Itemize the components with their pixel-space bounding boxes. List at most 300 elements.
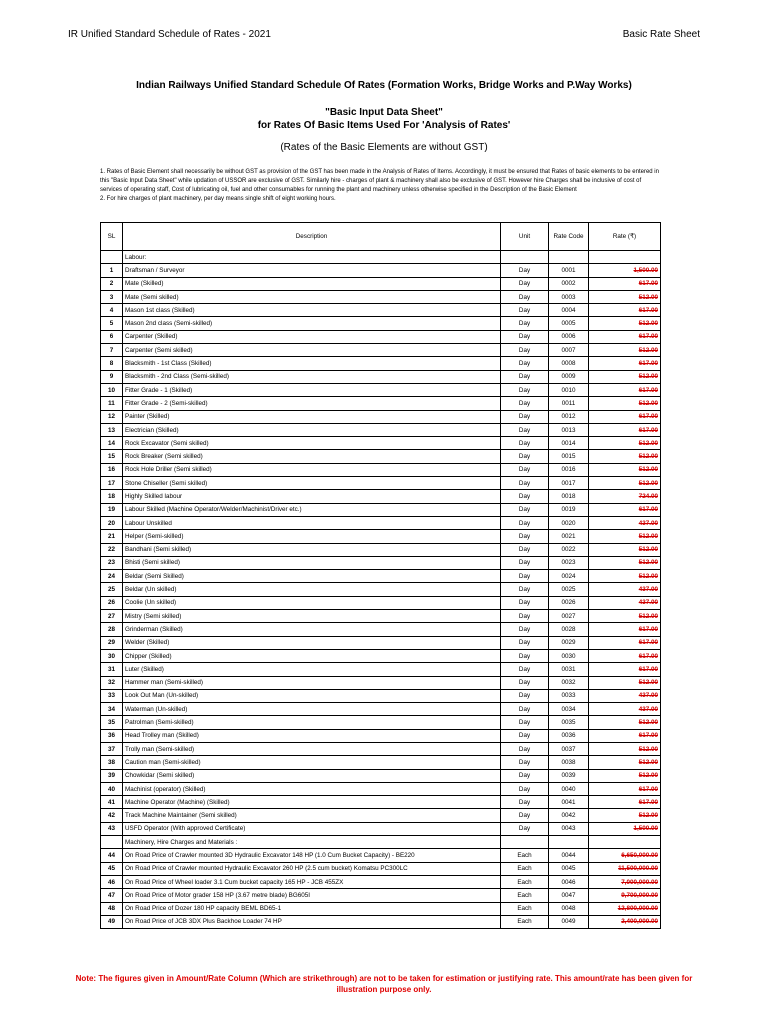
row-sl: 32 xyxy=(101,676,123,689)
table-row xyxy=(101,477,661,490)
row-sl: 28 xyxy=(101,623,123,636)
col-header-description: Description xyxy=(123,223,501,251)
row-description: Rock Breaker (Semi skilled) xyxy=(123,450,501,463)
row-unit: Day xyxy=(501,383,549,396)
row-rate-code: 0005 xyxy=(549,317,589,330)
row-rate: 9,700,000.00 xyxy=(589,889,661,902)
table-row xyxy=(101,503,661,516)
row-description: Track Machine Maintainer (Semi skilled) xyxy=(123,809,501,822)
row-sl: 41 xyxy=(101,796,123,809)
row-description: Painter (Skilled) xyxy=(123,410,501,423)
row-rate-code: 0012 xyxy=(549,410,589,423)
col-header-rate-code: Rate Code xyxy=(549,223,589,251)
row-unit: Day xyxy=(501,623,549,636)
table-row xyxy=(101,742,661,755)
row-description: Chipper (Skilled) xyxy=(123,649,501,662)
row-unit: Day xyxy=(501,822,549,835)
table-row xyxy=(101,344,661,357)
row-sl: 15 xyxy=(101,450,123,463)
row-description: Highly Skilled labour xyxy=(123,490,501,503)
table-row xyxy=(101,703,661,716)
row-unit: Day xyxy=(501,742,549,755)
row-rate: 512.00 xyxy=(589,716,661,729)
row-sl: 2 xyxy=(101,277,123,290)
row-rate-code: 0028 xyxy=(549,623,589,636)
row-rate-code: 0014 xyxy=(549,437,589,450)
row-rate: 437.00 xyxy=(589,596,661,609)
table-row xyxy=(101,610,661,623)
row-description: On Road Price of Wheel loader 3.1 Cum bucket capacity 165 HP - JCB 455ZX xyxy=(123,875,501,888)
row-rate: 512.00 xyxy=(589,769,661,782)
row-sl: 6 xyxy=(101,330,123,343)
row-description: Machinist (operator) (Skilled) xyxy=(123,782,501,795)
table-row xyxy=(101,809,661,822)
table-row xyxy=(101,463,661,476)
row-description: On Road Price of Crawler mounted 3D Hydraulic Excavator 148 HP (1.0 Cum Bucket Capacity) - BE220 xyxy=(123,849,501,862)
row-rate-code: 0026 xyxy=(549,596,589,609)
row-description: Carpenter (Skilled) xyxy=(123,330,501,343)
row-rate-code: 0034 xyxy=(549,703,589,716)
row-rate-code: 0030 xyxy=(549,649,589,662)
row-description: Mason 2nd class (Semi-skilled) xyxy=(123,317,501,330)
row-rate-code: 0037 xyxy=(549,742,589,755)
row-rate-code: 0024 xyxy=(549,570,589,583)
table-row xyxy=(101,330,661,343)
row-rate-code: 0027 xyxy=(549,610,589,623)
row-rate: 512.00 xyxy=(589,543,661,556)
row-rate-code: 0039 xyxy=(549,769,589,782)
row-rate: 1,500.00 xyxy=(589,264,661,277)
rates-table xyxy=(100,222,661,929)
row-rate-code: 0035 xyxy=(549,716,589,729)
row-unit: Day xyxy=(501,370,549,383)
note-1: 1. Rates of Basic Element shall necessarily be without GST as provision of the GST has been made in the Analysis of Rates of Items. Accordingly, it must be ensured that Rates of basic elements to be entered in this "Basic Input Data Sheet" while updation of USSOR are exclusive of GST. Similarly hire - charges of plant & machinery shall also be exclusive of GST. However hire Charges shall be inclusive of cost of services of operating staff, Cost of lubricating oil, fuel and other consumables for running the plant and machinery unless otherwise specified in the Description of the Basic Element xyxy=(100,169,659,193)
row-rate: 2,400,000.00 xyxy=(589,915,661,928)
row-rate-code: 0007 xyxy=(549,344,589,357)
row-sl: 37 xyxy=(101,742,123,755)
row-rate-code: 0041 xyxy=(549,796,589,809)
table-row xyxy=(101,596,661,609)
row-rate: 512.00 xyxy=(589,530,661,543)
row-sl: 45 xyxy=(101,862,123,875)
row-rate-code: 0020 xyxy=(549,516,589,529)
row-unit: Each xyxy=(501,915,549,928)
row-sl: 22 xyxy=(101,543,123,556)
row-description: Blacksmith - 1st Class (Skilled) xyxy=(123,357,501,370)
row-sl: 14 xyxy=(101,437,123,450)
row-description: Mate (Semi skilled) xyxy=(123,290,501,303)
table-row xyxy=(101,357,661,370)
row-sl: 34 xyxy=(101,703,123,716)
row-unit: Day xyxy=(501,304,549,317)
row-sl: 27 xyxy=(101,610,123,623)
row-unit: Day xyxy=(501,556,549,569)
row-description: Bhisti (Semi skilled) xyxy=(123,556,501,569)
row-rate-code: 0023 xyxy=(549,556,589,569)
row-unit: Day xyxy=(501,490,549,503)
row-unit: Day xyxy=(501,729,549,742)
row-rate: 617.00 xyxy=(589,636,661,649)
row-sl: 26 xyxy=(101,596,123,609)
row-description: Patrolman (Semi-skilled) xyxy=(123,716,501,729)
row-sl: 33 xyxy=(101,689,123,702)
table-row xyxy=(101,663,661,676)
row-unit: Day xyxy=(501,330,549,343)
row-description: Hammer man (Semi-skilled) xyxy=(123,676,501,689)
row-unit: Day xyxy=(501,423,549,436)
row-rate-code: 0004 xyxy=(549,304,589,317)
row-rate-code: 0046 xyxy=(549,875,589,888)
row-description: Head Trolley man (Skilled) xyxy=(123,729,501,742)
row-unit: Day xyxy=(501,397,549,410)
row-rate: 512.00 xyxy=(589,370,661,383)
row-sl: 44 xyxy=(101,849,123,862)
row-rate: 437.00 xyxy=(589,516,661,529)
table-row xyxy=(101,875,661,888)
row-rate: 512.00 xyxy=(589,570,661,583)
row-rate-code: 0043 xyxy=(549,822,589,835)
row-description: Labour Unskilled xyxy=(123,516,501,529)
row-rate: 617.00 xyxy=(589,410,661,423)
table-row xyxy=(101,543,661,556)
row-description: Electrician (Skilled) xyxy=(123,423,501,436)
row-rate: 512.00 xyxy=(589,344,661,357)
row-rate: 512.00 xyxy=(589,742,661,755)
table-row xyxy=(101,649,661,662)
row-rate: 12,800,000.00 xyxy=(589,902,661,915)
row-description: Coolie (Un skilled) xyxy=(123,596,501,609)
row-sl: 1 xyxy=(101,264,123,277)
row-rate-code: 0016 xyxy=(549,463,589,476)
row-sl: 4 xyxy=(101,304,123,317)
row-rate: 617.00 xyxy=(589,796,661,809)
row-rate: 617.00 xyxy=(589,304,661,317)
row-rate-code: 0031 xyxy=(549,663,589,676)
row-sl: 35 xyxy=(101,716,123,729)
table-row xyxy=(101,849,661,862)
notes-block xyxy=(100,168,660,204)
col-header-unit: Unit xyxy=(501,223,549,251)
row-sl: 36 xyxy=(101,729,123,742)
table-row xyxy=(101,769,661,782)
row-rate-code: 0029 xyxy=(549,636,589,649)
row-sl: 16 xyxy=(101,463,123,476)
row-unit: Day xyxy=(501,463,549,476)
row-unit: Day xyxy=(501,570,549,583)
row-unit: Day xyxy=(501,610,549,623)
table-row xyxy=(101,756,661,769)
row-unit: Day xyxy=(501,290,549,303)
row-rate: 512.00 xyxy=(589,676,661,689)
row-unit: Each xyxy=(501,902,549,915)
row-unit: Day xyxy=(501,264,549,277)
row-sl: 19 xyxy=(101,503,123,516)
note-2: 2. For hire charges of plant machinery, per day means single shift of eight working hours. xyxy=(100,196,336,202)
row-rate-code: 0011 xyxy=(549,397,589,410)
row-description: Mate (Skilled) xyxy=(123,277,501,290)
table-row xyxy=(101,304,661,317)
row-rate: 512.00 xyxy=(589,463,661,476)
row-unit: Day xyxy=(501,344,549,357)
row-rate-code: 0036 xyxy=(549,729,589,742)
row-rate: 1,500.00 xyxy=(589,822,661,835)
table-row xyxy=(101,410,661,423)
row-sl: 31 xyxy=(101,663,123,676)
table-row xyxy=(101,264,661,277)
row-rate: 724.00 xyxy=(589,490,661,503)
row-rate-code: 0025 xyxy=(549,583,589,596)
row-sl: 17 xyxy=(101,477,123,490)
row-sl: 10 xyxy=(101,383,123,396)
row-rate: 617.00 xyxy=(589,383,661,396)
row-sl: 12 xyxy=(101,410,123,423)
row-description: Fitter Grade - 2 (Semi-skilled) xyxy=(123,397,501,410)
row-rate: 7,000,000.00 xyxy=(589,875,661,888)
row-sl: 40 xyxy=(101,782,123,795)
row-unit: Each xyxy=(501,862,549,875)
table-header-row xyxy=(101,223,661,251)
row-sl: 7 xyxy=(101,344,123,357)
row-rate: 512.00 xyxy=(589,290,661,303)
row-rate-code: 0001 xyxy=(549,264,589,277)
row-description: Carpenter (Semi skilled) xyxy=(123,344,501,357)
row-sl: 42 xyxy=(101,809,123,822)
row-rate-code: 0018 xyxy=(549,490,589,503)
row-description: Welder (Skilled) xyxy=(123,636,501,649)
row-rate-code: 0038 xyxy=(549,756,589,769)
row-description: Waterman (Un-skilled) xyxy=(123,703,501,716)
row-rate: 512.00 xyxy=(589,437,661,450)
row-unit: Day xyxy=(501,516,549,529)
row-rate: 617.00 xyxy=(589,729,661,742)
row-rate: 617.00 xyxy=(589,330,661,343)
row-unit: Day xyxy=(501,782,549,795)
row-rate: 617.00 xyxy=(589,423,661,436)
table-row xyxy=(101,729,661,742)
row-rate-code: 0045 xyxy=(549,862,589,875)
footnote: Note: The figures given in Amount/Rate Column (Which are strikethrough) are not to be taken for estimation or justifying rate. This amount/rate has been given for illustration purpose only. xyxy=(75,974,693,994)
row-description: Beldar (Un skilled) xyxy=(123,583,501,596)
table-body xyxy=(101,251,661,929)
row-unit: Day xyxy=(501,277,549,290)
table-row xyxy=(101,822,661,835)
table-row xyxy=(101,397,661,410)
gst-note: (Rates of the Basic Elements are without GST) xyxy=(280,142,488,153)
row-rate: 617.00 xyxy=(589,277,661,290)
row-description: Stone Chiseller (Semi skilled) xyxy=(123,477,501,490)
table-row xyxy=(101,676,661,689)
table-row xyxy=(101,716,661,729)
row-rate-code: 0048 xyxy=(549,902,589,915)
row-rate: 512.00 xyxy=(589,477,661,490)
table-row xyxy=(101,370,661,383)
row-description: On Road Price of Dozer 180 HP capacity BEML BD65-1 xyxy=(123,902,501,915)
row-rate: 11,500,000.00 xyxy=(589,862,661,875)
row-sl: 11 xyxy=(101,397,123,410)
row-description: Mason 1st class (Skilled) xyxy=(123,304,501,317)
row-rate: 512.00 xyxy=(589,809,661,822)
table-row xyxy=(101,556,661,569)
row-unit: Day xyxy=(501,716,549,729)
row-rate-code: 0009 xyxy=(549,370,589,383)
row-description: On Road Price of Crawler mounted Hydraulic Excavator 260 HP (2.5 cum bucket) Komatsu PC300LC xyxy=(123,862,501,875)
table-row xyxy=(101,583,661,596)
table-row xyxy=(101,450,661,463)
row-unit: Day xyxy=(501,689,549,702)
row-rate-code: 0022 xyxy=(549,543,589,556)
header-right: Basic Rate Sheet xyxy=(622,29,700,40)
row-unit: Day xyxy=(501,636,549,649)
row-unit: Day xyxy=(501,649,549,662)
col-header-sl: SL xyxy=(101,223,123,251)
sheet-title: "Basic Input Data Sheet" xyxy=(325,107,443,118)
row-unit: Day xyxy=(501,410,549,423)
row-description: Trolly man (Semi-skilled) xyxy=(123,742,501,755)
row-unit: Day xyxy=(501,477,549,490)
row-unit: Day xyxy=(501,437,549,450)
row-sl: 30 xyxy=(101,649,123,662)
table-row xyxy=(101,277,661,290)
row-rate-code: 0013 xyxy=(549,423,589,436)
table-row xyxy=(101,423,661,436)
row-unit: Each xyxy=(501,875,549,888)
table-row xyxy=(101,862,661,875)
header-left: IR Unified Standard Schedule of Rates - 2021 xyxy=(68,29,271,40)
row-unit: Day xyxy=(501,317,549,330)
row-sl: 9 xyxy=(101,370,123,383)
row-sl: 48 xyxy=(101,902,123,915)
row-sl: 47 xyxy=(101,889,123,902)
table-row xyxy=(101,490,661,503)
row-unit: Day xyxy=(501,583,549,596)
row-rate: 617.00 xyxy=(589,649,661,662)
row-rate-code: 0008 xyxy=(549,357,589,370)
row-description: Fitter Grade - 1 (Skilled) xyxy=(123,383,501,396)
row-unit: Day xyxy=(501,357,549,370)
row-unit: Day xyxy=(501,809,549,822)
row-description: Rock Hole Driller (Semi skilled) xyxy=(123,463,501,476)
main-title: Indian Railways Unified Standard Schedule Of Rates (Formation Works, Bridge Works and P.Way Works) xyxy=(136,80,632,91)
row-description: Beldar (Semi Skilled) xyxy=(123,570,501,583)
row-rate: 437.00 xyxy=(589,689,661,702)
row-rate-code: 0047 xyxy=(549,889,589,902)
table-row xyxy=(101,623,661,636)
row-rate: 6,650,000.00 xyxy=(589,849,661,862)
table-row xyxy=(101,915,661,928)
section-label-labour: Labour: xyxy=(123,251,501,264)
table-row xyxy=(101,889,661,902)
row-sl: 8 xyxy=(101,357,123,370)
row-description: Chowkidar (Semi skilled) xyxy=(123,769,501,782)
col-header-rate: Rate (₹) xyxy=(589,223,661,251)
row-sl: 38 xyxy=(101,756,123,769)
row-rate: 617.00 xyxy=(589,623,661,636)
table-row xyxy=(101,530,661,543)
row-sl: 18 xyxy=(101,490,123,503)
row-sl: 29 xyxy=(101,636,123,649)
row-rate-code: 0002 xyxy=(549,277,589,290)
table-row xyxy=(101,383,661,396)
row-sl: 20 xyxy=(101,516,123,529)
row-sl: 13 xyxy=(101,423,123,436)
row-sl: 49 xyxy=(101,915,123,928)
row-rate: 512.00 xyxy=(589,397,661,410)
row-sl: 24 xyxy=(101,570,123,583)
row-sl: 3 xyxy=(101,290,123,303)
row-unit: Day xyxy=(501,503,549,516)
section-row-labour xyxy=(101,251,661,264)
row-sl: 46 xyxy=(101,875,123,888)
row-unit: Day xyxy=(501,796,549,809)
row-unit: Day xyxy=(501,596,549,609)
row-sl: 43 xyxy=(101,822,123,835)
row-rate: 617.00 xyxy=(589,357,661,370)
row-description: Look Out Man (Un-skilled) xyxy=(123,689,501,702)
row-rate: 437.00 xyxy=(589,703,661,716)
row-rate-code: 0021 xyxy=(549,530,589,543)
row-rate-code: 0017 xyxy=(549,477,589,490)
row-rate: 617.00 xyxy=(589,503,661,516)
row-sl: 39 xyxy=(101,769,123,782)
table-row xyxy=(101,636,661,649)
row-description: Mistry (Semi skilled) xyxy=(123,610,501,623)
row-rate: 512.00 xyxy=(589,756,661,769)
row-sl: 25 xyxy=(101,583,123,596)
row-description: Draftsman / Surveyor xyxy=(123,264,501,277)
row-unit: Each xyxy=(501,849,549,862)
row-rate: 617.00 xyxy=(589,782,661,795)
row-description: On Road Price of Motor grader 158 HP (3.67 metre blade) BG605I xyxy=(123,889,501,902)
table-row xyxy=(101,570,661,583)
row-unit: Day xyxy=(501,450,549,463)
row-rate-code: 0015 xyxy=(549,450,589,463)
row-description: Bandhani (Semi skilled) xyxy=(123,543,501,556)
row-rate: 512.00 xyxy=(589,556,661,569)
row-rate-code: 0019 xyxy=(549,503,589,516)
row-rate-code: 0003 xyxy=(549,290,589,303)
row-unit: Day xyxy=(501,530,549,543)
row-rate: 617.00 xyxy=(589,663,661,676)
table-row xyxy=(101,290,661,303)
row-rate-code: 0049 xyxy=(549,915,589,928)
table-row xyxy=(101,516,661,529)
row-rate-code: 0010 xyxy=(549,383,589,396)
row-description: On Road Price of JCB 3DX Plus Backhoe Loader 74 HP xyxy=(123,915,501,928)
row-rate: 512.00 xyxy=(589,610,661,623)
row-description: Labour Skilled (Machine Operator/Welder/Machinist/Driver etc.) xyxy=(123,503,501,516)
row-description: Machine Operator (Machine) (Skilled) xyxy=(123,796,501,809)
section-row-machinery xyxy=(101,836,661,849)
row-sl: 5 xyxy=(101,317,123,330)
row-rate: 512.00 xyxy=(589,450,661,463)
table-row xyxy=(101,689,661,702)
row-rate-code: 0006 xyxy=(549,330,589,343)
row-unit: Day xyxy=(501,543,549,556)
row-description: Grinderman (Skilled) xyxy=(123,623,501,636)
row-sl: 21 xyxy=(101,530,123,543)
row-unit: Day xyxy=(501,663,549,676)
row-rate: 437.00 xyxy=(589,583,661,596)
row-unit: Day xyxy=(501,703,549,716)
row-rate-code: 0032 xyxy=(549,676,589,689)
row-description: USFD Operator (With approved Certificate) xyxy=(123,822,501,835)
table-row xyxy=(101,317,661,330)
row-rate-code: 0044 xyxy=(549,849,589,862)
row-description: Helper (Semi-skilled) xyxy=(123,530,501,543)
row-unit: Day xyxy=(501,676,549,689)
row-unit: Each xyxy=(501,889,549,902)
row-rate: 512.00 xyxy=(589,317,661,330)
